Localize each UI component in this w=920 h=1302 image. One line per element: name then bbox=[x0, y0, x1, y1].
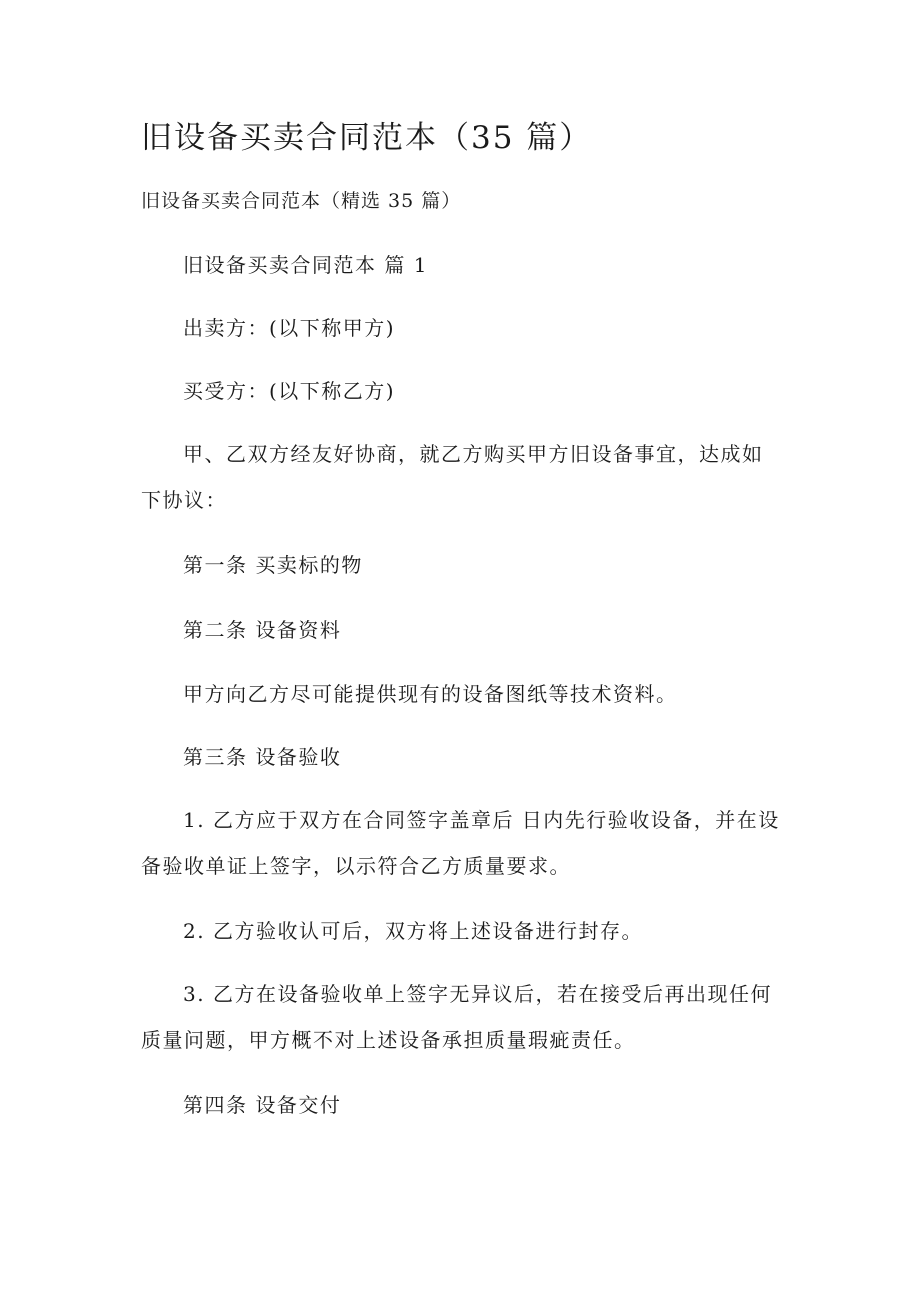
document-subtitle: 旧设备买卖合同范本（精选 35 篇） bbox=[141, 190, 462, 212]
article-2-heading: 第二条 设备资料 bbox=[183, 618, 342, 642]
article-3-clause-2: 2. 乙方验收认可后，双方将上述设备进行封存。 bbox=[183, 919, 643, 943]
document-title: 旧设备买卖合同范本（35 篇） bbox=[141, 120, 593, 156]
article-4-heading: 第四条 设备交付 bbox=[183, 1093, 342, 1117]
section-heading: 旧设备买卖合同范本 篇 1 bbox=[183, 253, 428, 277]
article-3-clause-3: 3. 乙方在设备验收单上签字无异议后，若在接受后再出现任何质量问题，甲方概不对上述设备承担质量瑕疵责任。 bbox=[141, 982, 772, 1052]
article-3-heading: 第三条 设备验收 bbox=[183, 745, 342, 769]
agreement-intro: 甲、乙双方经友好协商，就乙方购买甲方旧设备事宜，达成如下协议： bbox=[141, 442, 764, 512]
article-3-clause-1: 1. 乙方应于双方在合同签字盖章后 日内先行验收设备，并在设备验收单证上签字，以示符合乙方质量要求。 bbox=[141, 808, 780, 878]
buyer-line: 买受方：(以下称乙方) bbox=[183, 379, 396, 403]
seller-line: 出卖方：(以下称甲方) bbox=[183, 316, 396, 340]
article-2-body: 甲方向乙方尽可能提供现有的设备图纸等技术资料。 bbox=[183, 682, 678, 706]
article-1-heading: 第一条 买卖标的物 bbox=[183, 553, 363, 577]
